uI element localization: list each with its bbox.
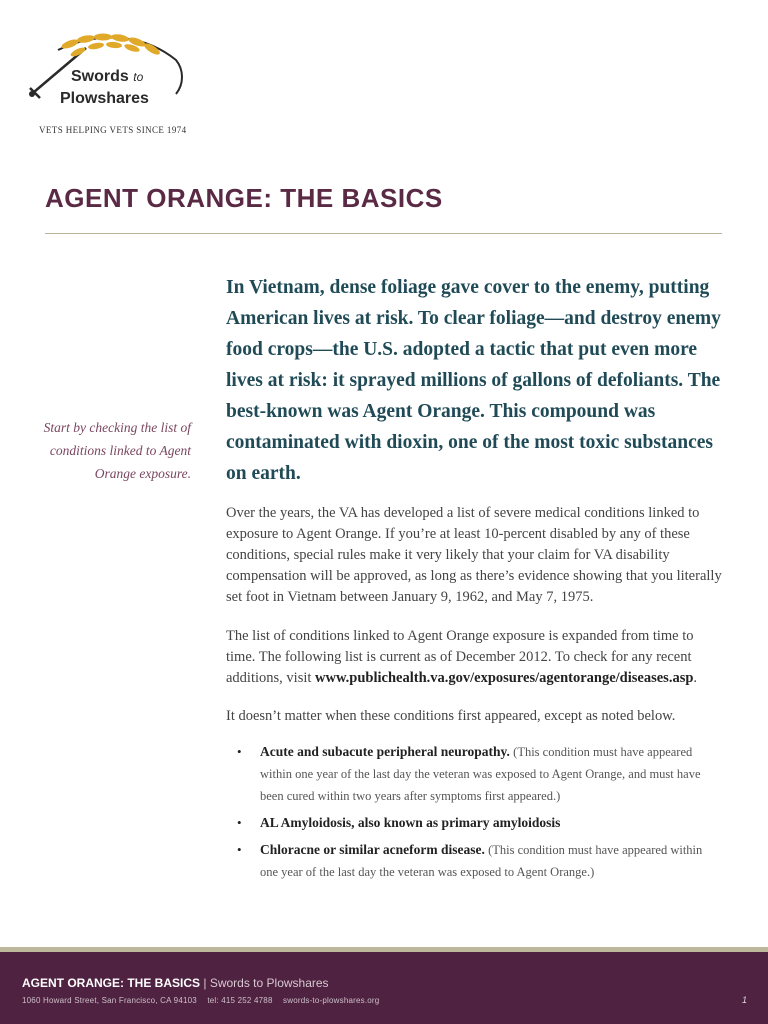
logo-wordmark-line1: Swords to — [71, 68, 144, 85]
va-diseases-link[interactable]: www.publichealth.va.gov/exposures/agentorange/diseases.asp — [315, 670, 694, 686]
body-paragraph-3: It doesn’t matter when these conditions first appeared, except as noted below. — [226, 708, 676, 724]
list-item — [237, 812, 707, 834]
footer-title — [22, 976, 329, 990]
bullet-icon: • — [237, 815, 242, 830]
footer-separator: | — [203, 976, 207, 990]
footer-phone: tel: 415 252 4788 — [207, 996, 273, 1005]
logo-wordmark-line2: Plowshares — [60, 90, 149, 107]
footer-address: 1060 Howard Street, San Francisco, CA 94103 — [22, 996, 197, 1005]
title-divider — [45, 233, 722, 234]
body-paragraph-2-text: The list of conditions linked to Agent Orange exposure is expanded from time to time. The following list is current as of December 2012. To check for any recent additions, visit — [226, 628, 694, 686]
footer-website[interactable]: swords-to-plowshares.org — [283, 996, 380, 1005]
body-paragraph-2 — [226, 626, 726, 689]
body-paragraph-1: Over the years, the VA has developed a list of severe medical conditions linked to exposure to Agent Orange. If you’re at least 10-percent disabled by any of these conditions, special rules make it very likely that your claim for VA disability compensation will be approved, as long as there’s evidence showing that you literally set foot in Vietnam between January 9, 1962, and May 7, 1975. — [226, 505, 722, 605]
body-paragraph-2-end: . — [693, 670, 698, 686]
sidebar-note: Start by checking the list of conditions linked to Agent Orange exposure. — [43, 420, 191, 481]
tagline: VETS HELPING VETS SINCE 1974 — [39, 125, 187, 135]
condition-name: AL Amyloidosis, also known as primary amyloidosis — [260, 815, 561, 830]
bullet-icon: • — [237, 744, 242, 759]
list-item — [237, 839, 707, 883]
swords-to-plowshares-logo — [26, 28, 196, 112]
intro-paragraph: In Vietnam, dense foliage gave cover to the enemy, putting American lives at risk. To clear foliage—and destroy enemy food crops—the U.S. adopted a tactic that put even more lives at risk: it sprayed millions of gallons of defoliants. The best-known was Agent Orange. This compound was contaminated with dioxin, one of the most toxic substances on earth. — [226, 277, 721, 484]
page-number: 1 — [741, 995, 747, 1005]
condition-note: (This condition must have appeared within one year of the last day the veteran was exposed to Agent Orange.) — [260, 843, 703, 879]
logo-wordmark-to: to — [133, 70, 144, 84]
condition-name: Chloracne or similar acneform disease. — [260, 842, 485, 857]
page-footer — [0, 947, 768, 1024]
page-title: AGENT ORANGE: THE BASICS — [45, 183, 443, 213]
list-item — [237, 741, 707, 807]
footer-doc-title: AGENT ORANGE: THE BASICS — [22, 976, 201, 990]
condition-name: Acute and subacute peripheral neuropathy. — [260, 744, 510, 759]
footer-org: Swords to Plowshares — [209, 976, 329, 990]
condition-note: (This condition must have appeared within one year of the last day the veteran was exposed to Agent Orange, and must have been cured within two years after symptoms first appeared.) — [260, 745, 701, 803]
bullet-icon: • — [237, 842, 242, 857]
footer-contact — [22, 996, 387, 1005]
conditions-list — [237, 741, 707, 888]
